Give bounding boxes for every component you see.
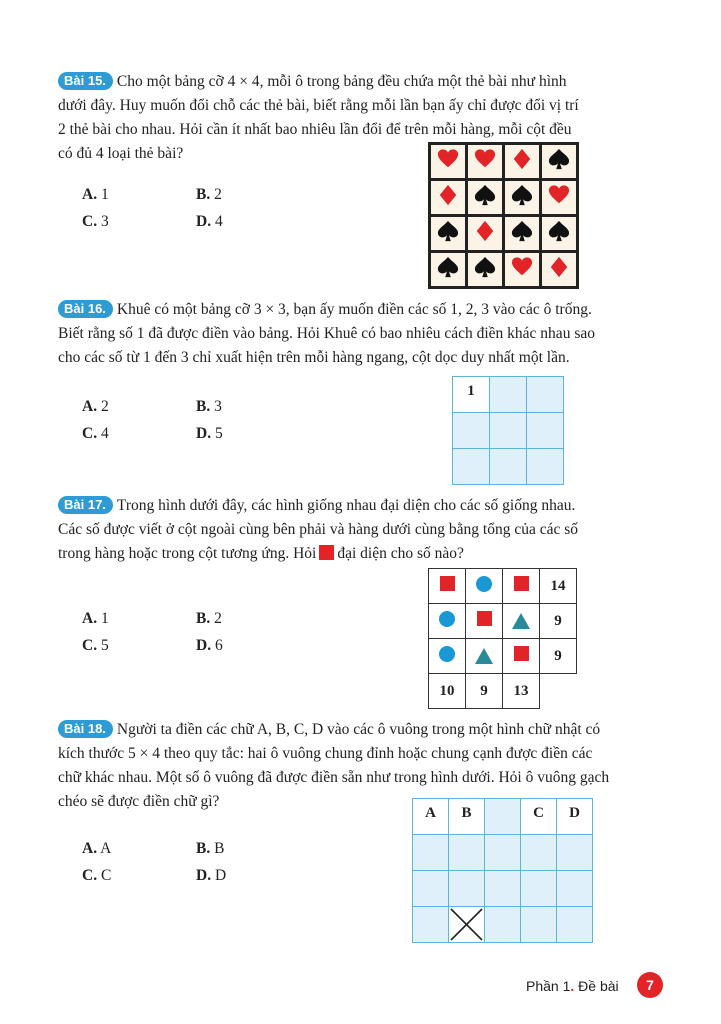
- grid-row: [453, 413, 564, 449]
- card-cell: [430, 180, 467, 216]
- spade-icon: [511, 184, 533, 206]
- spade-icon: [437, 256, 459, 278]
- shape-cell: [466, 604, 503, 639]
- grid-cell: [527, 413, 564, 449]
- problem-15-line-1: Bài 15. Cho một bảng cỡ 4 × 4, mỗi ô trong bảng đều chứa một thẻ bài như hình: [58, 70, 668, 94]
- option-a[interactable]: A. 2: [82, 398, 109, 415]
- grid-cell: [453, 377, 490, 413]
- heart-icon: [511, 256, 533, 278]
- card-cell: [504, 252, 541, 288]
- card-cell: [541, 180, 578, 216]
- card-cell: [504, 180, 541, 216]
- diamond-icon: [474, 220, 496, 242]
- grid-cell: [413, 799, 449, 835]
- problem-15-line-4: có đủ 4 loại thẻ bài?: [58, 145, 184, 162]
- card-cell: [467, 180, 504, 216]
- cell-value: A: [425, 805, 436, 821]
- teal-triangle-icon: [474, 647, 494, 665]
- diamond-icon: [437, 184, 459, 206]
- letter-grid-5x4: [412, 798, 593, 943]
- shape-row: [429, 674, 577, 709]
- grid-cell: [521, 907, 557, 943]
- grid-cell: [557, 907, 593, 943]
- grid-cell: [521, 871, 557, 907]
- shape-cell: [466, 639, 503, 674]
- problem-16-line-1: Bài 16. Khuê có một bảng cỡ 3 × 3, bạn ấy muốn điền các số 1, 2, 3 vào các ô trống.: [58, 298, 668, 322]
- number-grid-3x3: [452, 376, 564, 485]
- shape-cell: [429, 569, 466, 604]
- grid-cell: [413, 871, 449, 907]
- option-b[interactable]: B. B: [196, 840, 225, 857]
- card-row: [430, 252, 578, 288]
- blue-circle-icon: [439, 646, 455, 662]
- cell-value: D: [569, 805, 580, 821]
- red-square-icon: [514, 576, 529, 591]
- shape-cell: [429, 639, 466, 674]
- grid-cell: [449, 799, 485, 835]
- card-cell: [430, 144, 467, 180]
- card-cell: [541, 216, 578, 252]
- option-a[interactable]: A. A: [82, 840, 112, 857]
- red-square-icon: [440, 576, 455, 591]
- option-d[interactable]: D. D: [196, 867, 227, 884]
- sum-cell: 9: [540, 639, 577, 674]
- grid-cell: [453, 413, 490, 449]
- option-b[interactable]: B. 2: [196, 610, 222, 627]
- grid-cell: [413, 907, 449, 943]
- card-cell: [430, 252, 467, 288]
- spade-icon: [548, 220, 570, 242]
- grid-cell: [557, 871, 593, 907]
- card-cell: [430, 216, 467, 252]
- option-c[interactable]: C. 3: [82, 213, 109, 230]
- grid-cell: [527, 449, 564, 485]
- card-row: [430, 216, 578, 252]
- option-a[interactable]: A. 1: [82, 610, 109, 627]
- problem-16-badge: Bài 16.: [58, 300, 113, 318]
- problem-17-line-1: Bài 17. Trong hình dưới đây, các hình giống nhau đại diện cho các số giống nhau.: [58, 494, 668, 518]
- grid-row: [413, 907, 593, 943]
- problem-18-line-4: chéo sẽ được điền chữ gì?: [58, 793, 220, 810]
- spade-icon: [511, 220, 533, 242]
- grid-cell: [413, 835, 449, 871]
- shape-cell: [503, 639, 540, 674]
- spade-icon: [437, 220, 459, 242]
- card-grid: [428, 142, 579, 289]
- grid-row: [413, 799, 593, 835]
- red-square-icon: [319, 545, 334, 560]
- card-cell: [541, 252, 578, 288]
- option-c[interactable]: C. 5: [82, 637, 109, 654]
- card-cell: [467, 144, 504, 180]
- heart-icon: [474, 148, 496, 170]
- option-c[interactable]: C. C: [82, 867, 112, 884]
- shape-cell: [466, 569, 503, 604]
- spade-icon: [548, 148, 570, 170]
- grid-row: [453, 377, 564, 413]
- grid-cell: [557, 835, 593, 871]
- sum-cell: 14: [540, 569, 577, 604]
- grid-cell: [490, 413, 527, 449]
- option-d[interactable]: D. 6: [196, 637, 223, 654]
- footer-section: Phần 1. Đề bài: [526, 978, 619, 994]
- grid-cell: [490, 377, 527, 413]
- grid-cell: [485, 835, 521, 871]
- card-row: [430, 180, 578, 216]
- card-cell: [467, 252, 504, 288]
- cross-mark-icon: [449, 907, 484, 942]
- option-d[interactable]: D. 5: [196, 425, 223, 442]
- grid-cell: [557, 799, 593, 835]
- cell-value: C: [533, 805, 544, 821]
- crossed-cell: [449, 907, 485, 943]
- diamond-icon: [511, 148, 533, 170]
- problem-18-line-2: kích thước 5 × 4 theo quy tắc: hai ô vuông chung đỉnh hoặc chung cạnh được điền các: [58, 745, 593, 762]
- sum-cell: 10: [429, 674, 466, 709]
- shape-sum-grid: [428, 568, 577, 709]
- problem-18-line-3: chữ khác nhau. Một số ô vuông đã được điền sẵn như trong hình dưới. Hỏi ô vuông gạch: [58, 769, 610, 786]
- card-row: [430, 144, 578, 180]
- heart-icon: [437, 148, 459, 170]
- blue-circle-icon: [439, 611, 455, 627]
- grid-cell: [449, 835, 485, 871]
- sum-cell: 9: [540, 604, 577, 639]
- grid-cell: [449, 871, 485, 907]
- page-number: 7: [637, 972, 663, 998]
- grid-cell: [485, 871, 521, 907]
- option-d[interactable]: D. 4: [196, 213, 223, 230]
- grid-row: [453, 449, 564, 485]
- grid-row: [413, 871, 593, 907]
- spade-icon: [474, 256, 496, 278]
- problem-17: [58, 494, 668, 566]
- problem-15-badge: Bài 15.: [58, 72, 113, 90]
- teal-triangle-icon: [511, 612, 531, 630]
- card-cell: [467, 216, 504, 252]
- problem-16: [58, 298, 668, 370]
- problem-17-line-2: Các số được viết ở cột ngoài cùng bên phải và hàng dưới cùng bằng tổng của các số: [58, 521, 579, 538]
- shape-cell: [429, 604, 466, 639]
- red-square-icon: [514, 646, 529, 661]
- sum-cell: 9: [466, 674, 503, 709]
- grid-cell: [490, 449, 527, 485]
- problem-15-line-3: 2 thẻ bài cho nhau. Hỏi cần ít nhất bao nhiêu lần đổi để trên mỗi hàng, mỗi cột đều: [58, 121, 572, 138]
- problem-15-line-2: dưới đây. Huy muốn đổi chỗ các thẻ bài, biết rằng mỗi lần bạn ấy chỉ được đổi vị trí: [58, 97, 579, 114]
- option-a[interactable]: A. 1: [82, 186, 109, 203]
- problem-17-line-3: trong hàng hoặc trong cột tương ứng. Hỏi đại diện cho số nào?: [58, 545, 464, 562]
- shape-row: [429, 569, 577, 604]
- cell-value: 1: [467, 383, 475, 399]
- problem-18-line-1: Bài 18. Người ta điền các chữ A, B, C, D vào các ô vuông trong một hình chữ nhật có: [58, 718, 668, 742]
- red-square-icon: [477, 611, 492, 626]
- heart-icon: [548, 184, 570, 206]
- diamond-icon: [548, 256, 570, 278]
- option-b[interactable]: B. 2: [196, 186, 222, 203]
- spade-icon: [474, 184, 496, 206]
- problem-17-badge: Bài 17.: [58, 496, 113, 514]
- shape-row: [429, 639, 577, 674]
- option-b[interactable]: B. 3: [196, 398, 222, 415]
- grid-cell: [521, 799, 557, 835]
- shape-row: [429, 604, 577, 639]
- grid-row: [413, 835, 593, 871]
- option-c[interactable]: C. 4: [82, 425, 109, 442]
- grid-cell: [521, 835, 557, 871]
- problem-18-badge: Bài 18.: [58, 720, 113, 738]
- grid-cell: [485, 799, 521, 835]
- grid-cell: [527, 377, 564, 413]
- grid-cell: [453, 449, 490, 485]
- sum-cell: 13: [503, 674, 540, 709]
- blue-circle-icon: [476, 576, 492, 592]
- grid-cell: [485, 907, 521, 943]
- cell-value: B: [461, 805, 472, 821]
- empty-cell: [540, 674, 577, 709]
- problem-16-line-2: Biết rằng số 1 đã được điền vào bảng. Hỏi Khuê có bao nhiêu cách điền khác nhau sao: [58, 325, 595, 342]
- card-cell: [504, 144, 541, 180]
- problem-16-line-3: cho các số từ 1 đến 3 chỉ xuất hiện trên mỗi hàng ngang, cột dọc duy nhất một lần.: [58, 349, 570, 366]
- shape-cell: [503, 569, 540, 604]
- shape-cell: [503, 604, 540, 639]
- card-cell: [541, 144, 578, 180]
- card-cell: [504, 216, 541, 252]
